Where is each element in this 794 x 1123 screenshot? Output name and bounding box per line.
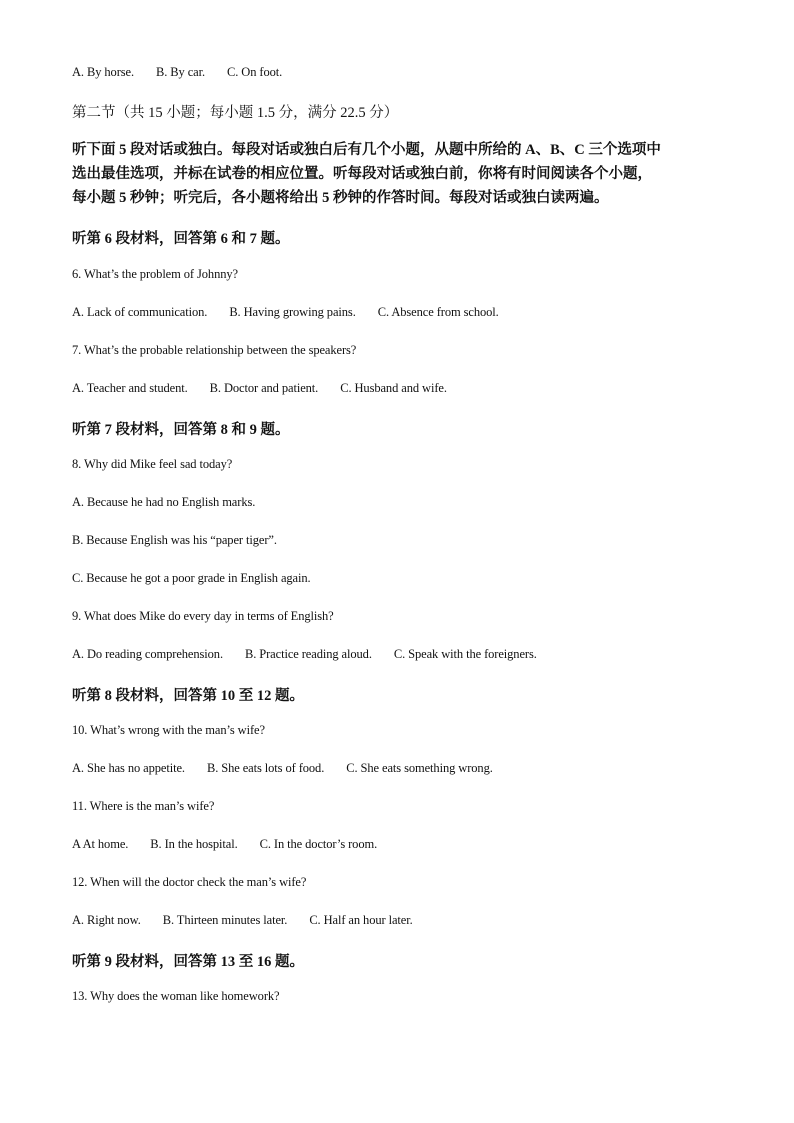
question-11: 11. Where is the man’s wife? xyxy=(72,799,215,813)
option-a: A. Do reading comprehension. xyxy=(72,647,223,661)
heading-material-6: 听第 6 段材料，回答第 6 和 7 题。 xyxy=(72,231,290,247)
option-c: C. Absence from school. xyxy=(377,305,499,319)
options-q11 xyxy=(72,837,377,852)
heading-material-9: 听第 9 段材料，回答第 13 至 16 题。 xyxy=(72,954,304,970)
option-c: C. Husband and wife. xyxy=(340,381,447,395)
option-b: B. By car. xyxy=(156,65,205,79)
options-q10 xyxy=(72,761,493,776)
option-b: B. Having growing pains. xyxy=(229,305,356,319)
question-12: 12. When will the doctor check the man’s wife? xyxy=(72,875,307,889)
option-c: C. In the doctor’s room. xyxy=(259,837,378,851)
instruction-line: 选出最佳选项，并标在试卷的相应位置。听每段对话或独白前，你将有时间阅读各个小题， xyxy=(72,166,652,182)
option-b: B. She eats lots of food. xyxy=(206,761,325,775)
option-8b: B. Because English was his “paper tiger”. xyxy=(72,533,277,547)
instruction-line: 听下面 5 段对话或独白。每段对话或独白后有几个小题，从题中所给的 A、B、C 三个选项中 xyxy=(72,142,661,158)
option-c: C. On foot. xyxy=(227,65,283,79)
option-a: A. Right now. xyxy=(72,913,141,927)
option-b: B. Practice reading aloud. xyxy=(244,647,372,661)
heading-material-7: 听第 7 段材料，回答第 8 和 9 题。 xyxy=(72,422,290,438)
option-c: C. She eats something wrong. xyxy=(346,761,493,775)
options-q12 xyxy=(72,913,413,928)
instruction-line: 每小题 5 秒钟；听完后，各小题将给出 5 秒钟的作答时间。每段对话或独白读两遍。 xyxy=(72,190,609,206)
option-a: A. Teacher and student. xyxy=(72,381,188,395)
question-8: 8. Why did Mike feel sad today? xyxy=(72,457,233,471)
options-q9 xyxy=(72,647,537,662)
option-c: C. Half an hour later. xyxy=(309,913,413,927)
instructions xyxy=(72,138,732,210)
option-b: B. Thirteen minutes later. xyxy=(162,913,288,927)
option-a: A At home. xyxy=(72,837,129,851)
heading-material-8: 听第 8 段材料，回答第 10 至 12 题。 xyxy=(72,688,304,704)
option-a: A. She has no appetite. xyxy=(72,761,185,775)
options-q5 xyxy=(72,65,282,80)
option-b: B. In the hospital. xyxy=(150,837,238,851)
question-9: 9. What does Mike do every day in terms of English? xyxy=(72,609,334,623)
options-q7 xyxy=(72,381,447,396)
option-b: B. Doctor and patient. xyxy=(209,381,319,395)
question-10: 10. What’s wrong with the man’s wife? xyxy=(72,723,265,737)
option-8c: C. Because he got a poor grade in English again. xyxy=(72,571,311,585)
option-a: A. By horse. xyxy=(72,65,134,79)
question-6: 6. What’s the problem of Johnny? xyxy=(72,267,238,281)
question-13: 13. Why does the woman like homework? xyxy=(72,989,280,1003)
question-7: 7. What’s the probable relationship between the speakers? xyxy=(72,343,357,357)
section-title: 第二节（共 15 小题；每小题 1.5 分，满分 22.5 分） xyxy=(72,105,399,121)
option-c: C. Speak with the foreigners. xyxy=(393,647,537,661)
option-8a: A. Because he had no English marks. xyxy=(72,495,256,509)
options-q6 xyxy=(72,305,499,320)
option-a: A. Lack of communication. xyxy=(72,305,208,319)
